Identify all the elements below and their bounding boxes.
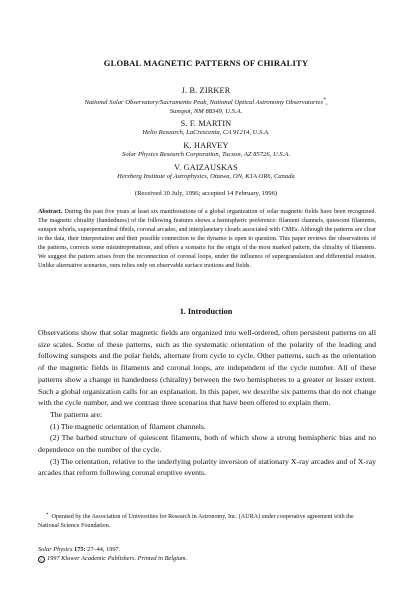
- journal-citation: [38, 545, 338, 554]
- journal-info: [38, 545, 338, 563]
- list-item: (3) The orientation, relative to the underlying polarity inversion of stationary X-ray arcades and of X-ray arcades that reform following coronal eruptive events.: [38, 456, 376, 478]
- list-item: (1) The magnetic orientation of filament channels.: [50, 421, 206, 431]
- section-heading: 1. Introduction: [179, 307, 233, 316]
- journal-volume: 175:: [74, 546, 86, 553]
- abstract: [38, 208, 376, 271]
- author-affiliation: Helio Research, LaCrescenta, CA 91214, U.S.A.: [142, 129, 270, 137]
- author-affiliation: Solar Physics Research Corporation, Tucson, AZ 85726, U.S.A.: [122, 150, 290, 158]
- copyright-line: [38, 554, 338, 563]
- body-text: [38, 327, 376, 479]
- author-entry: [20, 141, 392, 160]
- author-affiliation-address: Sunspot, NM 88349, U.S.A.: [169, 107, 243, 115]
- author-name: J. B. ZIRKER: [181, 86, 231, 95]
- author-entry: [20, 163, 392, 182]
- paper-title: GLOBAL MAGNETIC PATTERNS OF CHIRALITY: [103, 58, 309, 68]
- received-dates: (Received 30 July, 1996; accepted 14 February, 1996): [134, 190, 278, 198]
- list-item: (2) The barbed structure of quiescent filaments, both of which show a strong hemispheric bias and no dependence on the number of the cycle.: [38, 433, 376, 455]
- author-name: V. GAIZAUSKAS: [174, 162, 238, 172]
- author-entry: [20, 119, 392, 138]
- author-entry: [20, 86, 392, 116]
- footnote: [38, 512, 376, 530]
- footnote-text: Operated by the Association of Universities for Research in Astronomy, Inc. (AURA) under cooperative agreement with the National Science Foundation.: [38, 514, 354, 529]
- journal-pages: 27–44, 1997.: [87, 546, 121, 553]
- journal-name: Solar Physics: [38, 546, 73, 553]
- abstract-label: Abstract.: [38, 209, 63, 215]
- author-name: S. F. MARTIN: [180, 119, 232, 129]
- author-block: [20, 83, 392, 198]
- paragraph: The patterns are:: [50, 409, 103, 419]
- abstract-text: During the past five years at least six manifestations of a global organization of solar magnetic fields have been recognized. The magnetic chirality (handedness) of the following features shows a hemispheric preference: filament channels, quiescent filaments, sunspot whorls, superpenumbral fibrils, coronal arcades, and interplanetary clouds associated with CMEs. Although the patterns are clear in the data, their interpretation and their possible connection to the dynamo is open to question. This paper reviews the observations of the patterns, corrects some misinterpretations, and offers a scenario for the origin of the most marked pattern, the chirality of filaments. We suggest the pattern arises from the reconnection of coronal loops, under the influence of supergranulation and differential rotation. Unlike alternative scenarios, ours relies only on observable surface motions and fields.: [38, 209, 376, 269]
- publisher-text: 1997 Kluwer Academic Publishers. Printed in Belgium.: [47, 555, 188, 562]
- author-name: K. HARVEY: [183, 140, 229, 150]
- paragraph: Observations show that solar magnetic fields are organized into well-ordered, often persistent patterns on all size scales. Some of these patterns, such as the systematic orientation of the polarity of the leading and following sunspots and the polar fields, alternate from cycle to cycle. Other patterns, such as the orientation of the magnetic fields in filaments and coronal loops, are independent of the cycle number. All of these patterns show a change in handedness (chirality) between the two hemispheres to a greater or lesser extent. Such a global organization calls for an explanation. In this paper, we describe six patterns that do not change with the cycle number, and we contrast three scenarios that have been offered to explain them.: [38, 328, 376, 408]
- copyright-icon: c: [38, 556, 45, 563]
- author-affiliation: Herzberg Institute of Astrophysics, Ottawa, ON, K1A OR6, Canada: [117, 172, 295, 180]
- footnote-mark: *: [323, 97, 326, 103]
- author-affiliation: National Solar Observatory/Sacramento Peak, National Optical Astronomy Observatories*,: [84, 97, 328, 107]
- footnote-mark: *: [46, 513, 49, 518]
- affiliation-text: National Solar Observatory/Sacramento Peak, National Optical Astronomy Observatories: [84, 99, 324, 107]
